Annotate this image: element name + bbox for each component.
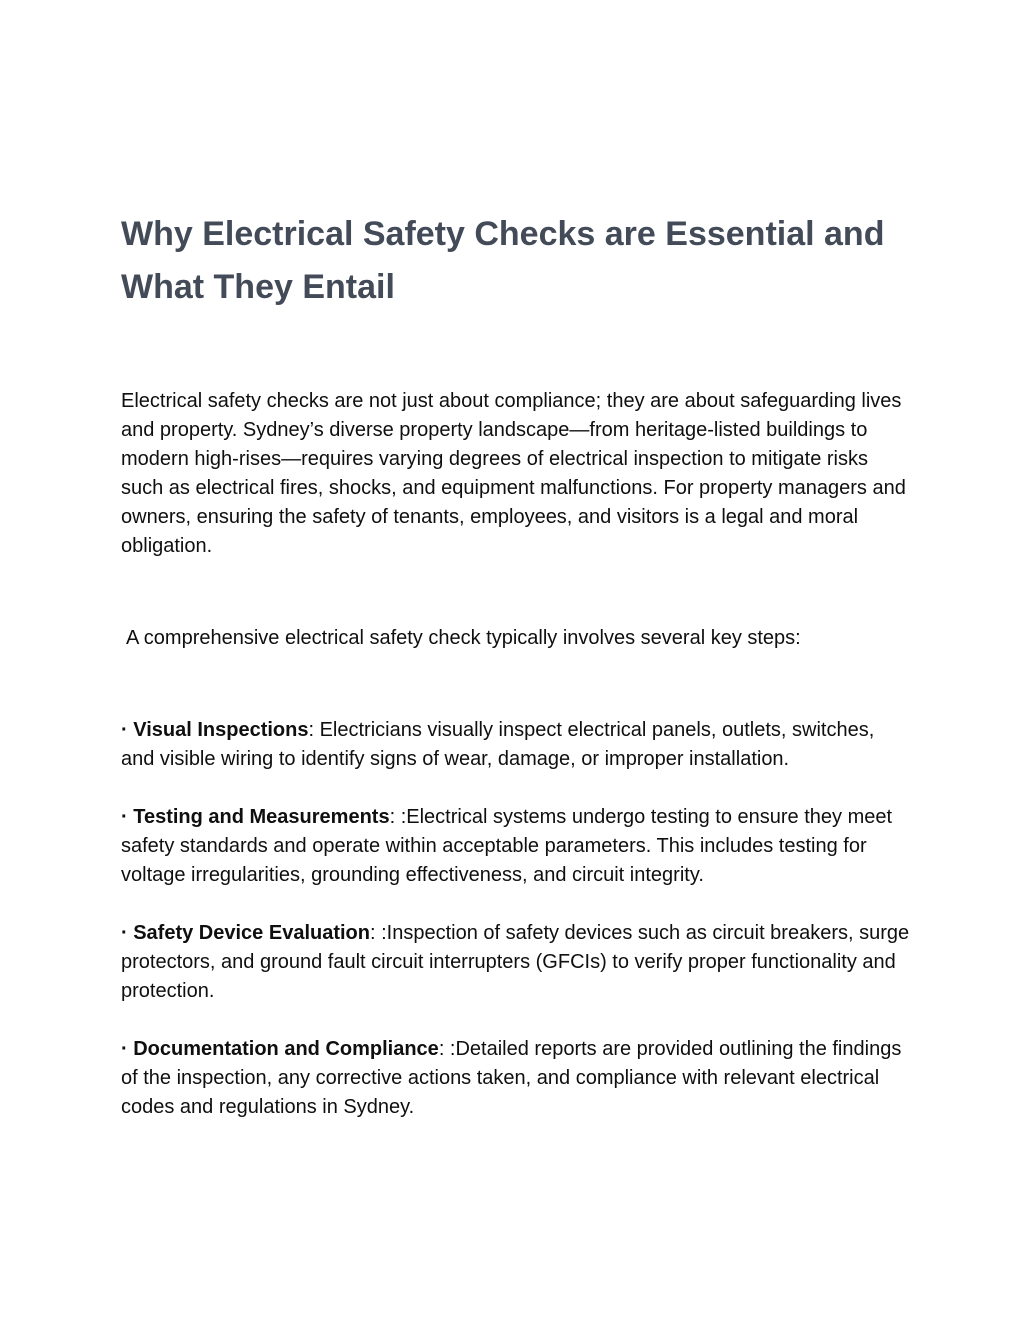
bullet-marker: ·	[121, 806, 134, 828]
intro-paragraph: Electrical safety checks are not just about compliance; they are about safeguarding lives and property. Sydney’s diverse property landscape—from heritage-listed buildings to modern high-rises—requires varying degrees of electrical inspection to mitigate risks such as electrical fires, shocks, and equipment malfunctions. For property managers and owners, ensuring the safety of tenants, employees, and visitors is a legal and moral obligation.	[121, 390, 906, 557]
step-description: : Electricians visually inspect electrical panels, outlets, switches, and visible wiring to identify signs of wear, damage, or improper installation.	[121, 719, 875, 770]
page-title: Why Electrical Safety Checks are Essential and What They Entail	[121, 215, 885, 306]
step-description: : :Inspection of safety devices such as circuit breakers, surge protectors, and ground fault circuit interrupters (GFCIs) to verify proper functionality and protection.	[121, 922, 910, 1002]
step-term: Testing and Measurements	[133, 806, 390, 828]
bullet-marker: ·	[121, 719, 134, 741]
step-description: : :Detailed reports are provided outlining the findings of the inspection, any corrective actions taken, and compliance with relevant electrical codes and regulations in Sydney.	[121, 1038, 902, 1118]
list-item	[121, 803, 911, 890]
step-term: Documentation and Compliance	[133, 1038, 439, 1060]
list-item	[121, 1035, 911, 1122]
list-item	[121, 919, 911, 1006]
steps-lead-paragraph: A comprehensive electrical safety check typically involves several key steps:	[126, 627, 801, 649]
bullet-marker: ·	[121, 1038, 134, 1060]
document-body	[121, 208, 911, 1122]
steps-list	[121, 716, 911, 1122]
step-description: : :Electrical systems undergo testing to ensure they meet safety standards and operate within acceptable parameters. This includes testing for voltage irregularities, grounding effectiveness, and circuit integrity.	[121, 806, 893, 886]
bullet-marker: ·	[121, 922, 134, 944]
list-item	[121, 716, 911, 774]
step-term: Safety Device Evaluation	[133, 922, 370, 944]
step-term: Visual Inspections	[133, 719, 309, 741]
